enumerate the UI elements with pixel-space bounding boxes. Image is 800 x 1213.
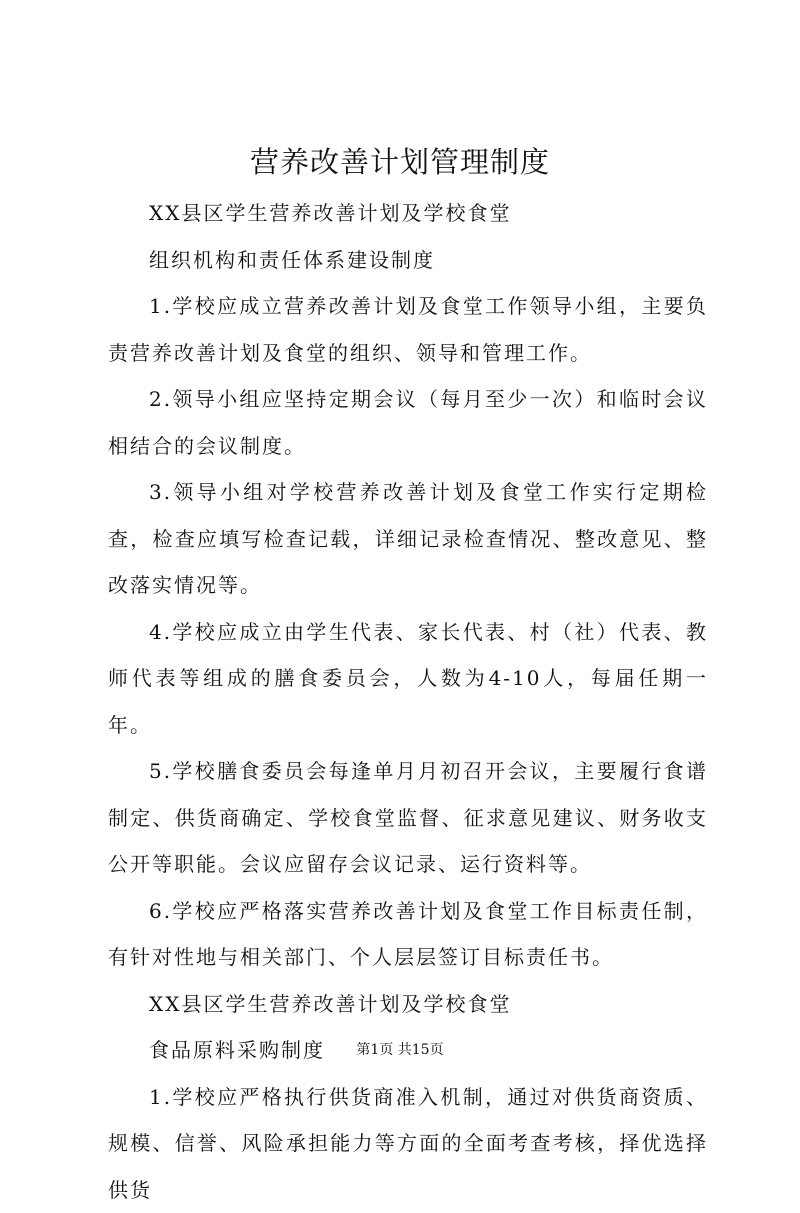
body-paragraph: 食品原料采购制度 bbox=[108, 1027, 708, 1074]
body-paragraph: XX县区学生营养改善计划及学校食堂 bbox=[108, 190, 708, 237]
body-paragraph: XX县区学生营养改善计划及学校食堂 bbox=[108, 981, 708, 1028]
body-paragraph: 1.学校应成立营养改善计划及食堂工作领导小组，主要负责营养改善计划及食堂的组织、领导和管理工作。 bbox=[108, 283, 708, 376]
body-paragraph: 4.学校应成立由学生代表、家长代表、村（社）代表、教师代表等组成的膳食委员会，人数为4-10人，每届任期一年。 bbox=[108, 609, 708, 749]
page-footer: 第1页 共15页 bbox=[0, 1040, 800, 1060]
body-paragraph: 1.学校应严格执行供货商准入机制，通过对供货商资质、规模、信誉、风险承担能力等方面的全面考查考核，择优选择供货 bbox=[108, 1074, 708, 1213]
body-paragraph: 5.学校膳食委员会每逢单月月初召开会议，主要履行食谱制定、供货商确定、学校食堂监督、征求意见建议、财务收支公开等职能。会议应留存会议记录、运行资料等。 bbox=[108, 748, 708, 888]
body-paragraph: 组织机构和责任体系建设制度 bbox=[108, 237, 708, 284]
body-paragraph: 2.领导小组应坚持定期会议（每月至少一次）和临时会议相结合的会议制度。 bbox=[108, 376, 708, 469]
body-paragraph: 6.学校应严格落实营养改善计划及食堂工作目标责任制，有针对性地与相关部门、个人层层签订目标责任书。 bbox=[108, 888, 708, 981]
body-paragraph: 3.领导小组对学校营养改善计划及食堂工作实行定期检查，检查应填写检查记载，详细记录检查情况、整改意见、整改落实情况等。 bbox=[108, 469, 708, 609]
document-title: 营养改善计划管理制度 bbox=[0, 140, 800, 184]
